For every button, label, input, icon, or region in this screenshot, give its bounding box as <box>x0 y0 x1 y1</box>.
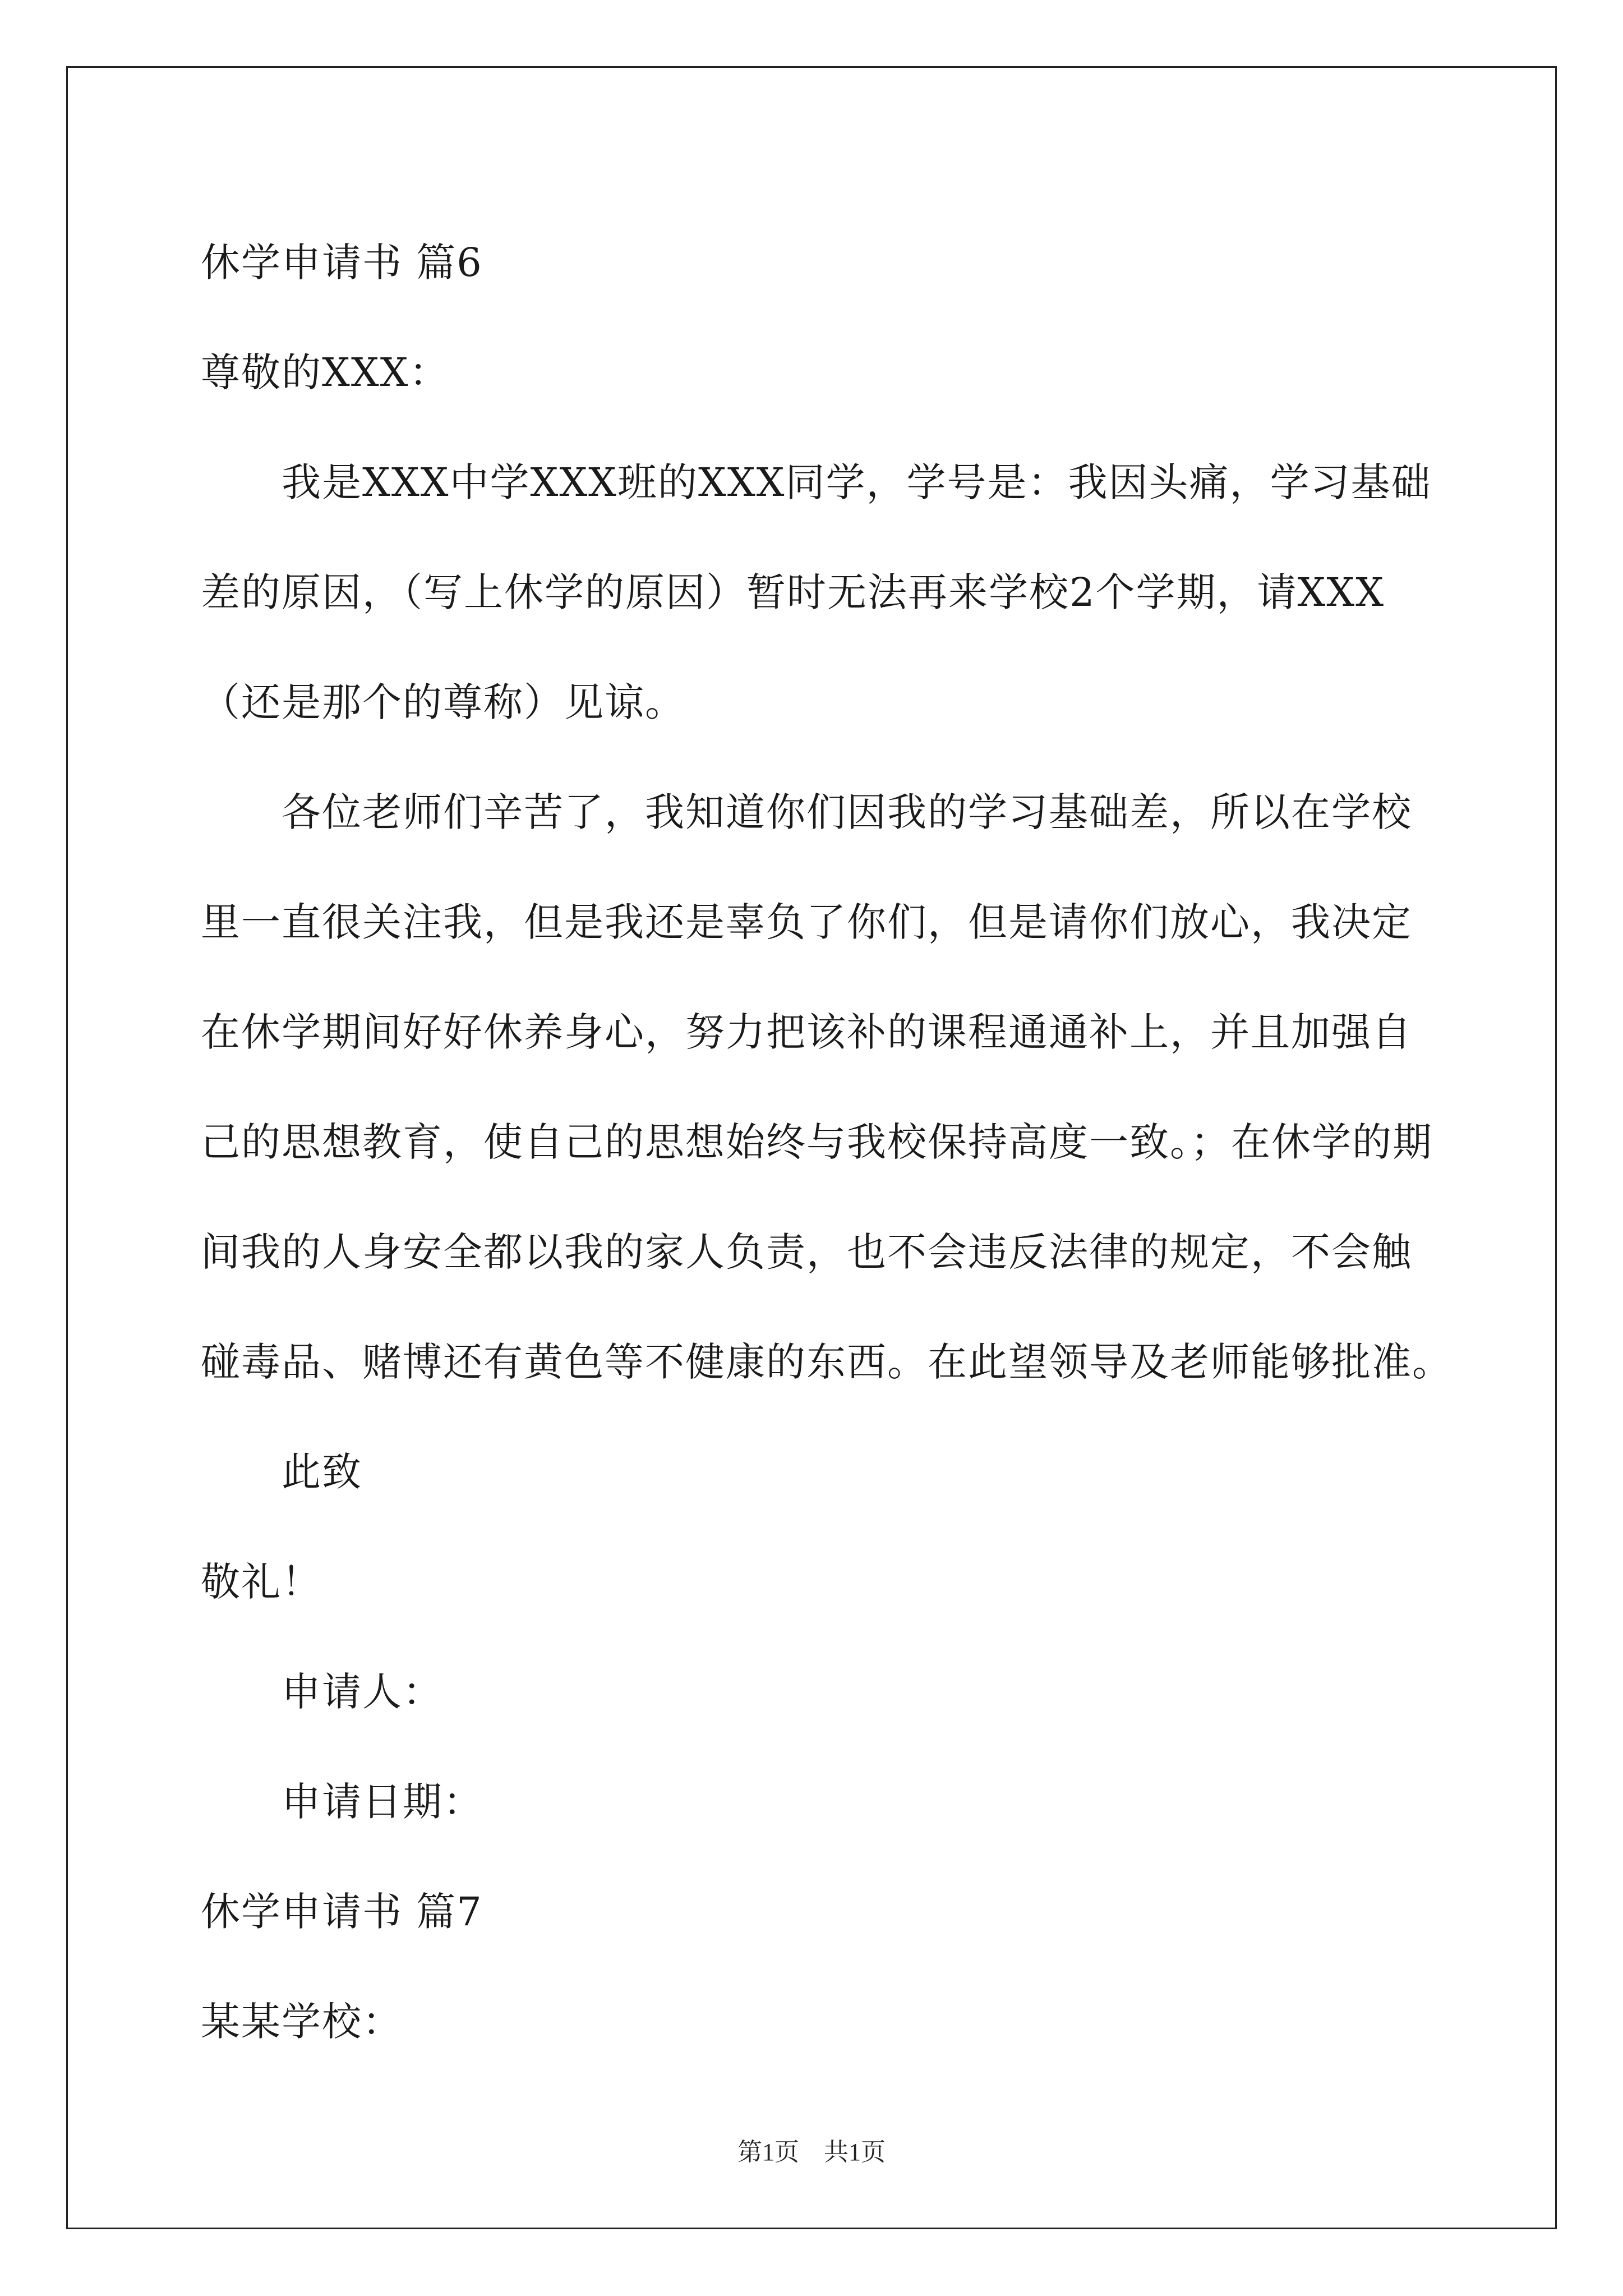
paragraph-1-line-1: 我是XXX中学XXX班的XXX同学，学号是：我因头痛，学习基础 <box>282 459 1432 505</box>
closing-greeting: 此致 <box>282 1449 362 1495</box>
document-body <box>201 208 1453 2077</box>
paragraph-1-line-3: （还是那个的尊称）见谅。 <box>201 679 685 725</box>
section-title-7: 休学申请书 篇7 <box>201 1889 483 1935</box>
section-title-6: 休学申请书 篇6 <box>201 240 483 286</box>
paragraph-2-line-6: 碰毒品、赌博还有黄色等不健康的东西。在此望领导及老师能够批准。 <box>201 1339 1453 1385</box>
application-date-label: 申请日期： <box>282 1779 483 1825</box>
paragraph-2-line-2: 里一直很关注我，但是我还是辜负了你们，但是请你们放心，我决定 <box>201 899 1412 945</box>
salutation: 尊敬的XXX： <box>201 349 450 395</box>
paragraph-2-line-5: 间我的人身安全都以我的家人负责，也不会违反法律的规定，不会触 <box>201 1229 1412 1275</box>
paragraph-2-line-1: 各位老师们辛苦了，我知道你们因我的学习基础差，所以在学校 <box>282 789 1412 835</box>
applicant-label: 申请人： <box>282 1669 443 1715</box>
closing-salute: 敬礼！ <box>201 1559 322 1605</box>
recipient-school: 某某学校： <box>201 1999 403 2045</box>
paragraph-1-line-2: 差的原因，（写上休学的原因）暂时无法再来学校2个学期，请XXX <box>201 569 1385 615</box>
page-number-footer: 第1页 共1页 <box>737 2138 886 2166</box>
paragraph-2-line-4: 己的思想教育，使自己的思想始终与我校保持高度一致。；在休学的期 <box>201 1119 1433 1165</box>
paragraph-2-line-3: 在休学期间好好休养身心，努力把该补的课程通通补上，并且加强自 <box>201 1009 1412 1055</box>
